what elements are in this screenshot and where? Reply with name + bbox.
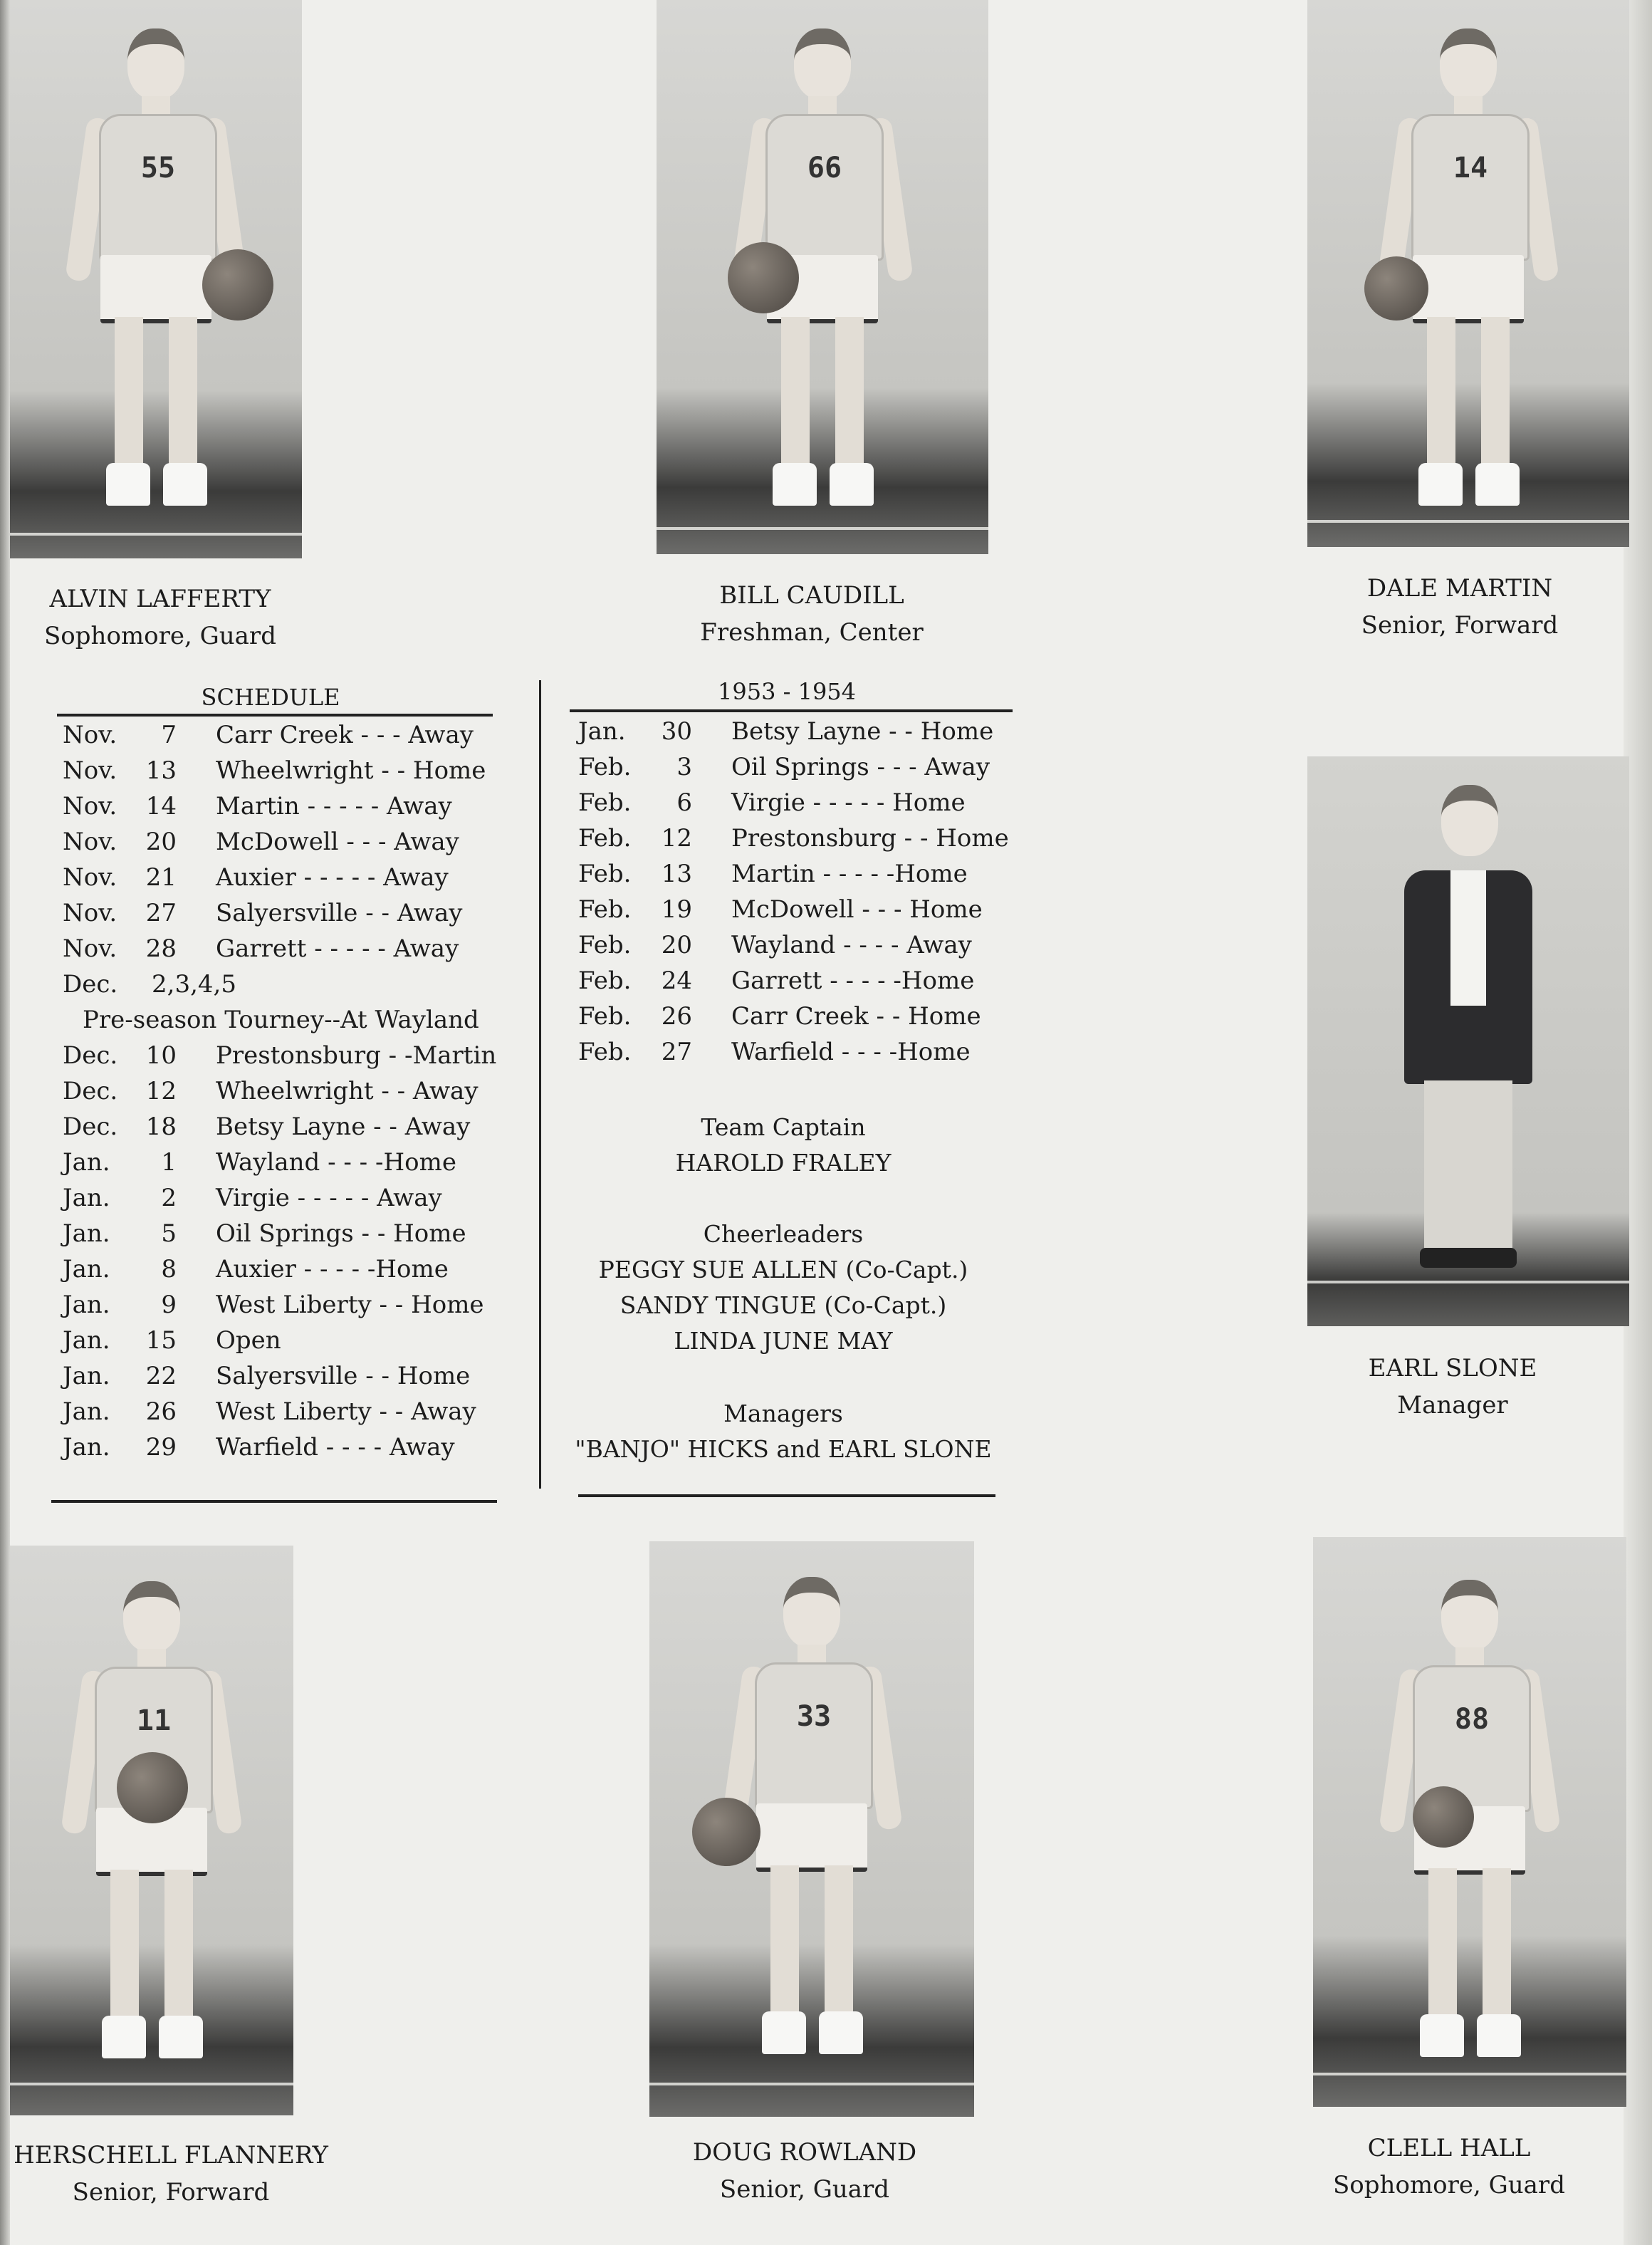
basketball <box>1413 1786 1474 1848</box>
basketball <box>1364 256 1428 321</box>
schedule-left-column: Nov. 7 Carr Creek - - - Away Nov. 13 Wheelwright - - Home Nov. 14 Martin - - - - - Away Nov. 20 McDowell - - - Away Nov. 21 Auxier - - - - - Away Nov. 27 Salyersville - - Away Nov. 28 Garrett - - - - - Away Dec. 2,3,4,5 Pre-season Tourney--At Wayland Dec. 10 Prestonsburg - -Martin Dec. 12 Wheelwright - - Away Dec. 18 Betsy Layne - - Away Jan. 1 Wayland - - - -Home Jan. 2 Virgie - - - - - Away Jan. 5 Oil Springs - - Home Jan. 8 Auxier - - - - -Home Jan. 9 West Liberty - - Home Jan. 15 Open Jan. 22 Salyersville - - Home Jan. 26 West Liberty - - Away Jan. 29 Warfield - - - - Away <box>63 721 497 1462</box>
captain-label: Team Captain <box>701 1113 866 1141</box>
manager-figure <box>1361 785 1575 1269</box>
player-name: BILL CAUDILL <box>719 581 904 610</box>
player-caption-martin <box>1310 570 1609 644</box>
player-role: Senior, Guard <box>719 2175 890 2204</box>
player-photo-flannery <box>10 1546 293 2115</box>
player-role: Freshman, Center <box>700 618 924 647</box>
schedule-bottom-rule-left <box>51 1500 497 1503</box>
player-photo-hall <box>1313 1537 1626 2107</box>
player-photo-caudill <box>657 0 988 554</box>
player-name: DALE MARTIN <box>1366 574 1553 603</box>
player-photo-rowland <box>649 1541 974 2117</box>
schedule-top-rule-left <box>57 714 493 717</box>
team-captain-block <box>563 1110 1004 1181</box>
player-photo-lafferty <box>10 0 302 558</box>
cheerleaders-block <box>563 1217 1004 1359</box>
schedule-top-rule-right <box>570 709 1013 712</box>
player-role: Senior, Forward <box>72 2178 270 2207</box>
jersey-number: 55 <box>99 114 217 261</box>
jersey-number: 88 <box>1413 1665 1531 1812</box>
player-name: HERSCHELL FLANNERY <box>14 2141 328 2170</box>
season-heading: 1953 - 1954 <box>717 678 857 705</box>
jersey-number: 14 <box>1411 114 1530 261</box>
player-role: Sophomore, Guard <box>44 622 276 650</box>
basketball <box>117 1752 188 1823</box>
player-figure <box>45 1581 258 2066</box>
player-name: CLELL HALL <box>1367 2134 1531 2162</box>
page-binding-edge <box>0 0 10 2245</box>
player-caption-flannery <box>7 2137 335 2211</box>
player-caption-caudill <box>655 577 968 651</box>
player-role: Senior, Forward <box>1361 611 1559 640</box>
cheerleader-name: PEGGY SUE ALLEN (Co-Capt.) <box>598 1256 968 1283</box>
schedule-heading: SCHEDULE <box>201 684 340 711</box>
player-name: DOUG ROWLAND <box>692 2138 917 2167</box>
manager-caption <box>1303 1350 1602 1424</box>
manager-role: Manager <box>1397 1391 1508 1420</box>
managers-label: Managers <box>723 1400 843 1427</box>
player-caption-hall <box>1296 2130 1602 2204</box>
basketball <box>728 242 799 313</box>
cheerleaders-label: Cheerleaders <box>703 1220 864 1248</box>
jersey-number: 66 <box>765 114 884 261</box>
jersey-number: 11 <box>95 1667 213 1813</box>
cheerleader-name: SANDY TINGUE (Co-Capt.) <box>620 1291 947 1319</box>
cheerleader-name: LINDA JUNE MAY <box>674 1327 893 1355</box>
managers-names: "BANJO" HICKS and EARL SLONE <box>575 1435 992 1463</box>
basketball <box>202 249 273 321</box>
player-photo-martin <box>1307 0 1629 547</box>
player-caption-lafferty <box>14 580 306 655</box>
basketball <box>692 1798 760 1866</box>
managers-block <box>563 1396 1004 1467</box>
player-role: Sophomore, Guard <box>1333 2171 1565 2199</box>
jersey-number: 33 <box>755 1662 873 1809</box>
schedule-bottom-rule-right <box>578 1494 995 1497</box>
schedule-divider <box>539 680 541 1489</box>
manager-name: EARL SLONE <box>1368 1354 1537 1382</box>
schedule-right-column: Jan. 30 Betsy Layne - - Home Feb. 3 Oil Springs - - - Away Feb. 6 Virgie - - - - - Home Feb. 12 Prestonsburg - - Home Feb. 13 Martin - - - - -Home Feb. 19 McDowell - - - Home Feb. 20 Wayland - - - - Away Feb. 24 Garrett - - - - -Home Feb. 26 Carr Creek - - Home Feb. 27 Warfield - - - -Home <box>578 717 1009 1066</box>
player-name: ALVIN LAFFERTY <box>49 585 271 613</box>
player-caption-rowland <box>641 2134 968 2208</box>
manager-photo-slone <box>1307 756 1629 1326</box>
captain-name: HAROLD FRALEY <box>675 1149 892 1177</box>
